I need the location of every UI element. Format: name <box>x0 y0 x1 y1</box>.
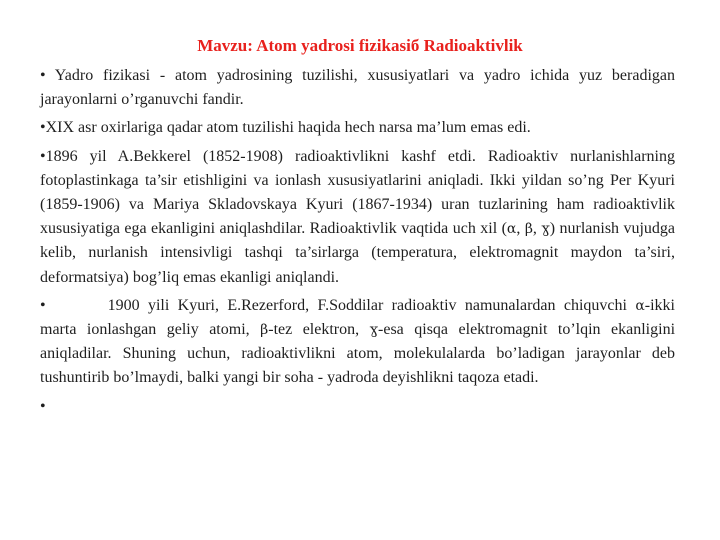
paragraph-discovery <box>40 145 675 290</box>
separator: , <box>516 220 525 238</box>
paragraph-radiation-types <box>40 294 675 391</box>
beta-symbol: β <box>524 221 533 238</box>
bullet-1: • <box>40 67 46 84</box>
paragraph-radiation-text-b: -ikki marta ionlashgan geliy atomi, <box>40 296 675 339</box>
paragraph-history <box>40 116 675 140</box>
slide-body <box>40 64 675 423</box>
paragraph-empty <box>40 395 675 419</box>
bullet-5: • <box>40 397 46 415</box>
alpha-symbol: α <box>635 297 645 314</box>
slide-title: Mavzu: Atom yadrosi fizikasiб Radioaktivlik <box>197 36 523 55</box>
paragraph-radiation-text-c: -tez elektron, <box>268 321 370 339</box>
gamma-symbol: ɣ <box>541 221 550 238</box>
bullet-3: • <box>40 147 46 165</box>
paragraph-history-text: XIX asr oxirlariga qadar atom tuzilishi haqida hech narsa ma’lum emas edi. <box>45 119 531 137</box>
bullet-4: • <box>40 296 46 314</box>
paragraph-definition <box>40 64 675 112</box>
alpha-symbol: α <box>506 221 517 238</box>
bullet-2: • <box>40 119 46 137</box>
separator: , <box>532 220 542 238</box>
paragraph-discovery-text-a: 1896 yil A.Bekkerel (1852-1908) radioaktivlikni kashf etdi. Radioaktiv nurlanishlarning fotoplastinkaga ta’sir etishligini va ionlash xususiyatlarini aniqladi. Ikki yildan so’ng Per Kyuri (1859-1906) va Mariya Skladovskaya Kyuri (1867-1934) uran tuzlarining ham radioaktivlik xususiyatiga ega ekanligini aniqlashdilar. Radioaktivlik vaqtida uch xil ( <box>40 147 675 238</box>
paragraph-radiation-text-d: -esa qisqa elektromagnit to’lqin ekanligini aniqladilar. Shuning uchun, radioaktivlikni atom, molekulalarda bo’ladigan jarayonlar deb tushuntirib bo’lmaydi, balki yangi bir soha - yadroda deyishlikni taqoza etadi. <box>40 321 676 387</box>
paragraph-radiation-text-a: 1900 yili Kyuri, E.Rezerford, F.Soddilar radioaktiv namunalardan chiquvchi <box>107 296 636 314</box>
paragraph-definition-text: Yadro fizikasi - atom yadrosining tuzilishi, xususiyatlari va yadro ichida yuz beradigan jarayonlarni o’rganuvchi fandir. <box>40 67 675 109</box>
paragraph-discovery-text-b: ) nurlanish vujudga kelib, nurlanish intensivligi tashqi ta’sirlarga (temperatura, elektromagnit maydon ta’siri, deformatsiya) bog’liq emas ekanligi aniqlandi. <box>40 220 676 286</box>
beta-symbol: β <box>260 322 269 339</box>
gamma-symbol: ɣ <box>369 322 379 339</box>
